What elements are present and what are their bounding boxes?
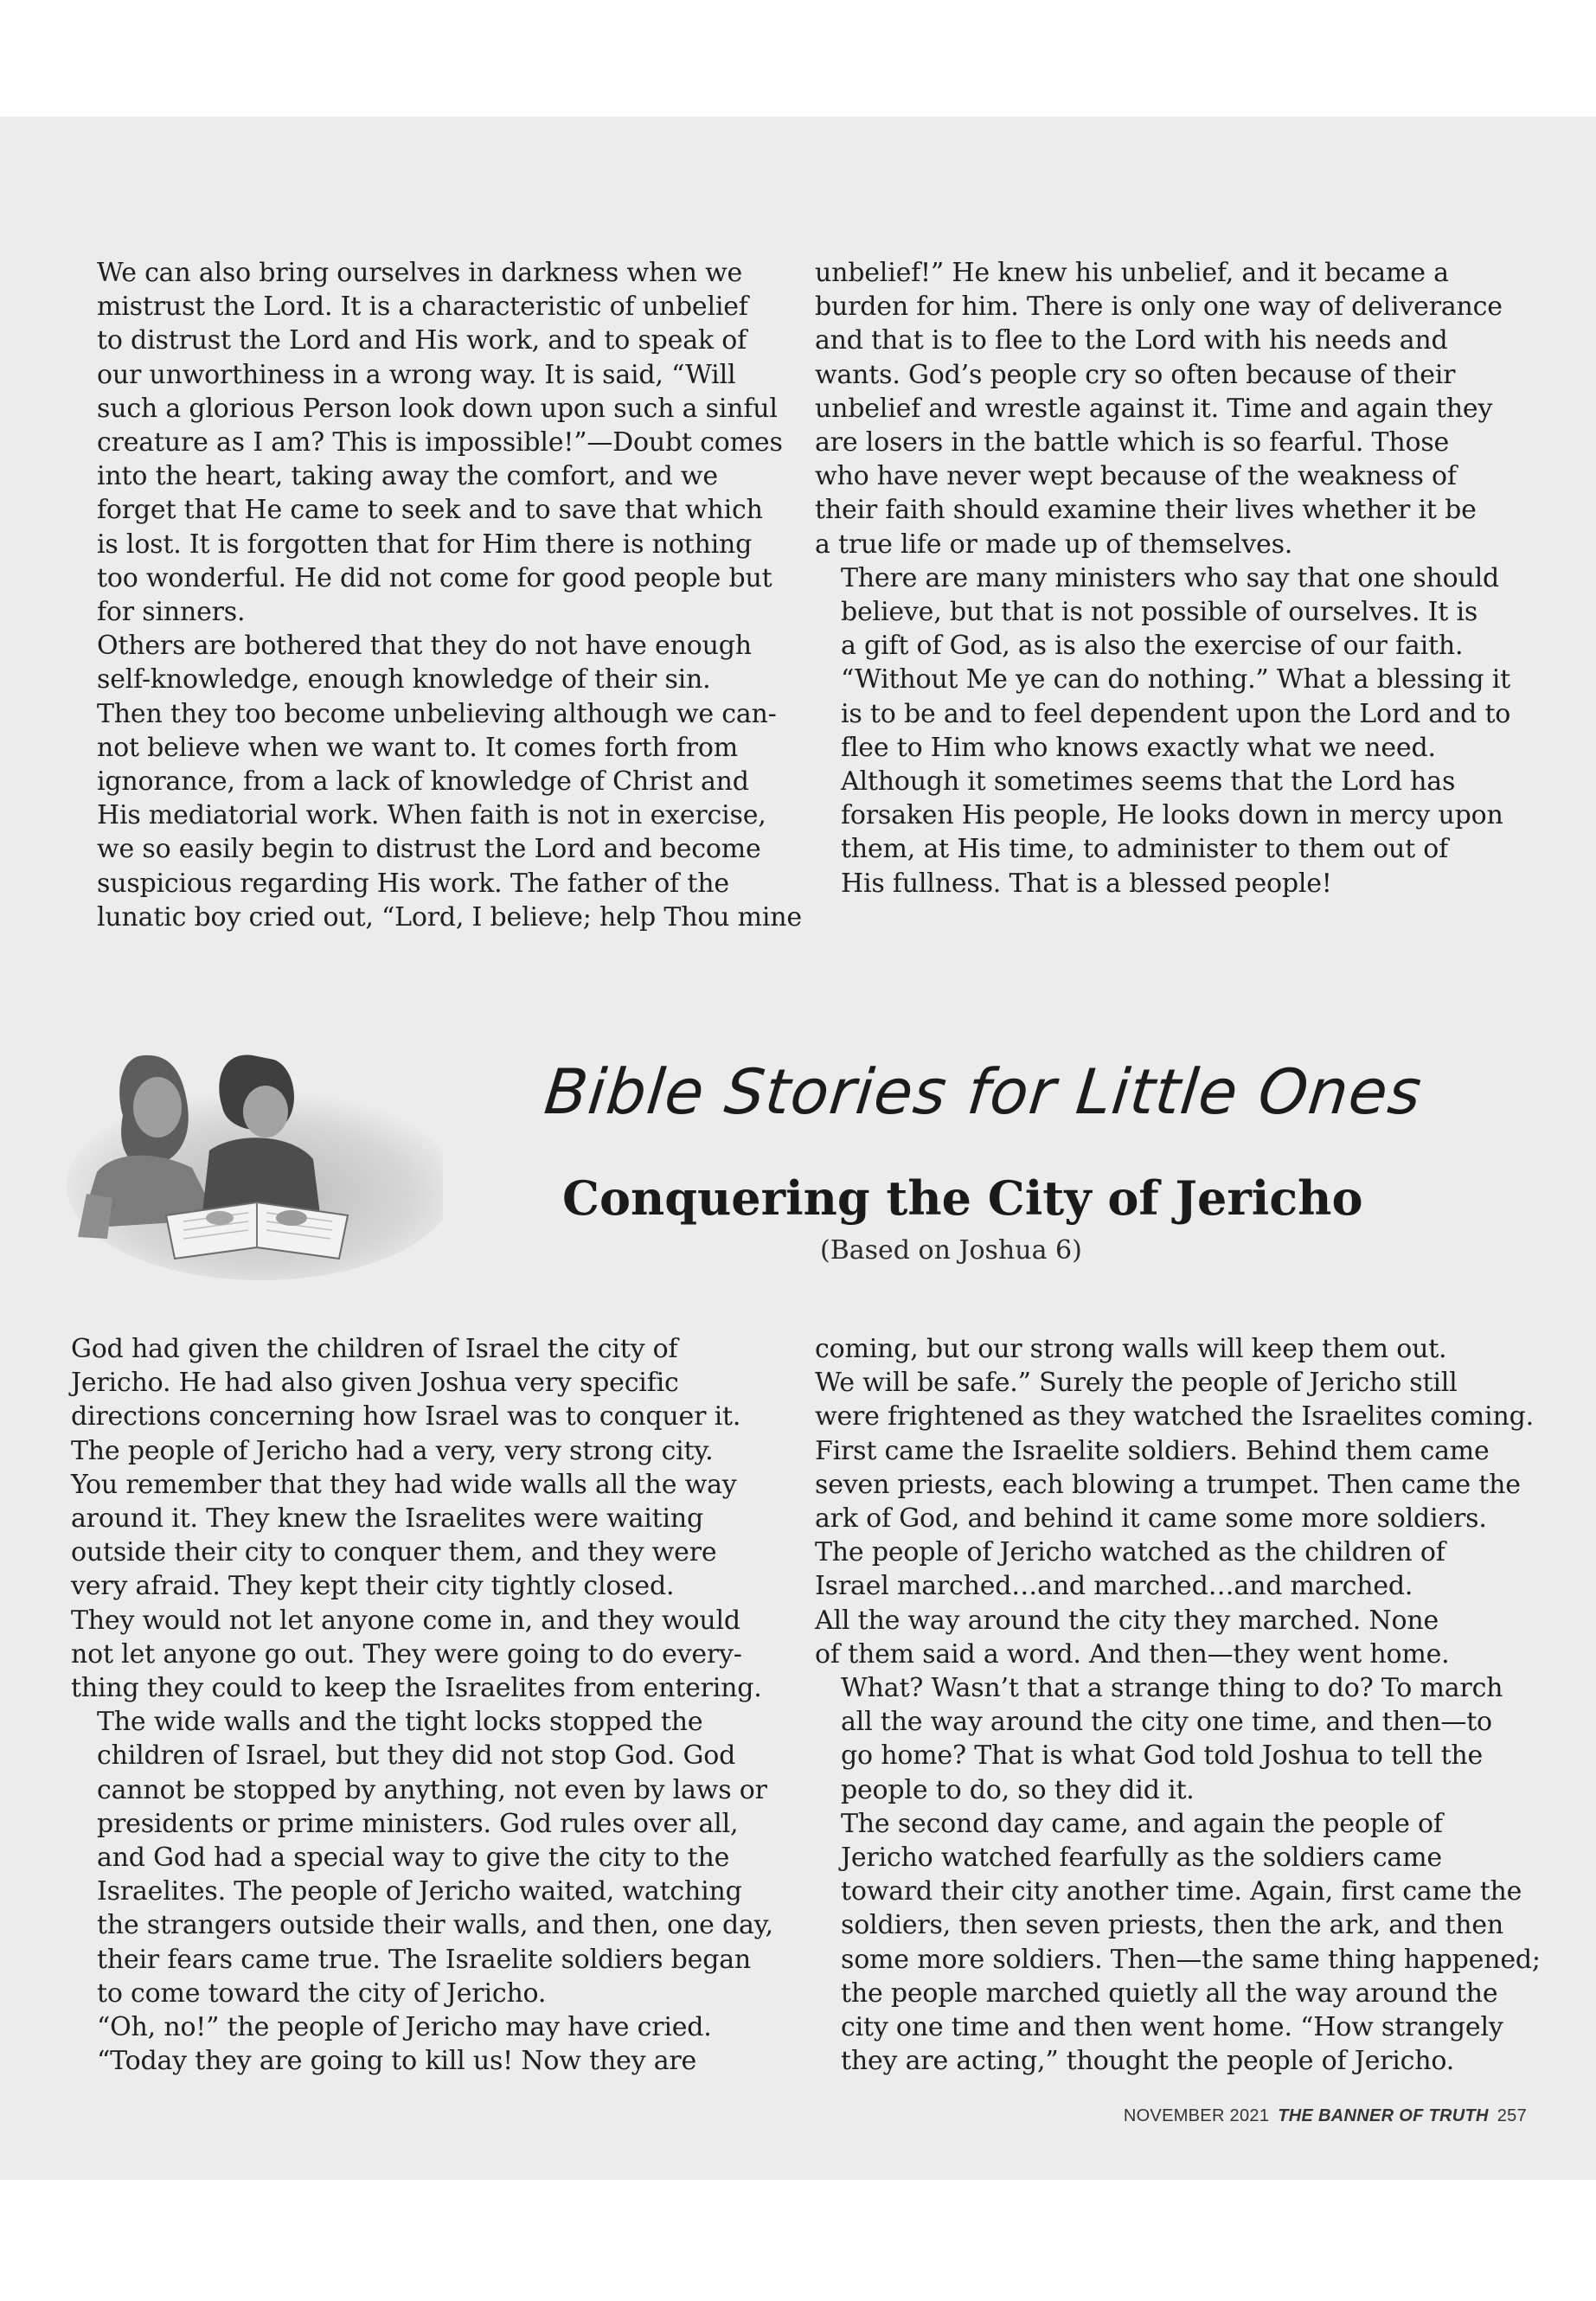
paragraph [71, 1705, 789, 2010]
text-line: go home? That is what God told Joshua to tell the [841, 1740, 1484, 1772]
paragraph [71, 256, 789, 629]
text-line: First came the Israelite soldiers. Behind them came [815, 1435, 1490, 1466]
text-line: ark of God, and behind it came some more soldiers. [815, 1503, 1487, 1535]
text-line: “Oh, no!” the people of Jericho may have cried. [97, 2012, 712, 2043]
text-line: We can also bring ourselves in darkness when we [97, 258, 743, 288]
footer-date: NOVEMBER 2021 [1123, 2106, 1270, 2125]
text-line: There are many ministers who say that one should [841, 562, 1499, 593]
text-line: all the way around the city one time, and then—to [841, 1707, 1492, 1738]
text-line: We will be safe.” Surely the people of Jericho still [815, 1368, 1458, 1399]
footer-page-number: 257 [1497, 2106, 1527, 2125]
text-line: and that is to flee to the Lord with his needs and [815, 325, 1448, 356]
text-line: they are acting,” thought the people of Jericho. [841, 2046, 1455, 2077]
text-line: believe, but that is not possible of ourselves. It is [841, 597, 1478, 628]
article-column-right [815, 256, 1533, 901]
paragraph [815, 1807, 1541, 2079]
text-line: They would not let anyone come in, and they would [71, 1605, 740, 1636]
text-line: burden for him. There is only one way of deliverance [815, 292, 1503, 323]
story-subtitle: (Based on Joshua 6) [820, 1235, 1082, 1266]
text-line: mistrust the Lord. It is a characteristic of unbelief [97, 292, 748, 323]
text-line: His fullness. That is a blessed people! [841, 868, 1332, 899]
text-line: some more soldiers. Then—the same thing happened; [841, 1944, 1541, 1975]
text-line: to distrust the Lord and His work, and to speak of [97, 325, 747, 356]
paragraph [815, 561, 1533, 901]
text-line: not believe when we want to. It comes forth from [97, 732, 739, 763]
text-line: were frightened as they watched the Israelites coming. [815, 1401, 1534, 1433]
story-column-right [815, 1332, 1541, 2078]
paragraph [71, 2010, 789, 2078]
text-line: children of Israel, but they did not stop God. God [97, 1740, 736, 1772]
text-line: lunatic boy cried out, “Lord, I believe; help Thou mine [97, 901, 802, 933]
text-line: The people of Jericho watched as the children of [815, 1537, 1445, 1568]
text-line: wants. God’s people cry so often because of their [815, 359, 1456, 390]
text-line: creature as I am? This is impossible!”—Doubt comes [97, 427, 783, 458]
paragraph [815, 1332, 1533, 1671]
text-line: are losers in the battle which is so fearful. Those [815, 427, 1450, 458]
text-line: “Without Me ye can do nothing.” What a blessing it [841, 664, 1511, 695]
text-line: the strangers outside their walls, and then, one day, [97, 1910, 773, 1941]
text-line: presidents or prime ministers. God rules over all, [97, 1808, 739, 1839]
text-line: Jericho. He had also given Joshua very specific [71, 1368, 679, 1399]
story-title: Conquering the City of Jericho [562, 1170, 1363, 1226]
text-line: directions concerning how Israel was to conquer it. [71, 1401, 741, 1433]
paragraph [71, 1332, 789, 1705]
text-line: and God had a special way to give the city to the [97, 1843, 730, 1874]
text-line: The people of Jericho had a very, very strong city. [71, 1435, 714, 1466]
text-line: cannot be stopped by anything, not even by laws or [97, 1774, 767, 1805]
text-line: All the way around the city they marched. None [815, 1605, 1439, 1636]
text-line: The second day came, and again the people of [841, 1808, 1443, 1839]
text-line: such a glorious Person look down upon such a sinful [97, 393, 778, 424]
text-line: we so easily begin to distrust the Lord and become [97, 834, 761, 865]
text-line: them, at His time, to administer to them out of [841, 834, 1449, 865]
text-line: unbelief!” He knew his unbelief, and it became a [815, 258, 1449, 288]
text-line: Israelites. The people of Jericho waited, watching [97, 1876, 742, 1907]
text-line: coming, but our strong walls will keep them out. [815, 1334, 1447, 1364]
footer-magazine: THE BANNER OF TRUTH [1278, 2106, 1489, 2125]
text-line: a gift of God, as is also the exercise of our faith. [841, 631, 1464, 662]
text-line: outside their city to conquer them, and they were [71, 1537, 717, 1568]
text-line: Although it sometimes seems that the Lord has [841, 766, 1456, 798]
text-line: city one time and then went home. “How strangely [841, 2012, 1503, 2043]
paragraph [71, 629, 802, 934]
text-line: ignorance, from a lack of knowledge of Christ and [97, 766, 749, 798]
children-reading-illustration [62, 1021, 443, 1280]
text-line: Israel marched…and marched…and marched. [815, 1571, 1413, 1602]
text-line: toward their city another time. Again, first came the [841, 1876, 1522, 1907]
text-line: self-knowledge, enough knowledge of their sin. [97, 664, 711, 695]
text-line: not let anyone go out. They were going to do every- [71, 1638, 742, 1670]
text-line: God had given the children of Israel the city of [71, 1334, 678, 1364]
text-line: too wonderful. He did not come for good people but [97, 562, 772, 593]
text-line: “Today they are going to kill us! Now they are [97, 2046, 697, 2077]
page-footer [1124, 2106, 1527, 2126]
text-line: for sinners. [97, 597, 246, 628]
text-line: What? Wasn’t that a strange thing to do? To march [841, 1673, 1503, 1704]
text-line: very afraid. They kept their city tightly closed. [71, 1571, 675, 1602]
text-line: people to do, so they did it. [841, 1774, 1195, 1805]
text-line: unbelief and wrestle against it. Time and again they [815, 393, 1493, 424]
text-line: forsaken His people, He looks down in mercy upon [841, 800, 1503, 831]
text-line: Then they too become unbelieving although we can- [97, 698, 777, 729]
story-column-left [71, 1332, 789, 2078]
text-line: of them said a word. And then—they went home. [815, 1638, 1450, 1670]
text-line: into the heart, taking away the comfort, and we [97, 461, 718, 492]
text-line: flee to Him who knows exactly what we need. [841, 732, 1436, 763]
section-heading: Bible Stories for Little Ones [541, 1055, 1426, 1128]
text-line: to come toward the city of Jericho. [97, 1977, 547, 2009]
text-line: is to be and to feel dependent upon the Lord and to [841, 698, 1511, 729]
text-line: You remember that they had wide walls all the way [71, 1469, 737, 1500]
text-line: seven priests, each blowing a trumpet. Then came the [815, 1469, 1521, 1500]
text-line: forget that He came to seek and to save that which [97, 495, 763, 526]
text-line: thing they could to keep the Israelites from entering. [71, 1673, 762, 1704]
text-line: His mediatorial work. When faith is not in exercise, [97, 800, 766, 831]
text-line: a true life or made up of themselves. [815, 529, 1293, 560]
text-line: The wide walls and the tight locks stopped the [97, 1707, 703, 1738]
text-line: who have never wept because of the weakness of [815, 461, 1457, 492]
text-line: our unworthiness in a wrong way. It is said, “Will [97, 359, 736, 390]
text-line: suspicious regarding His work. The father of the [97, 868, 729, 899]
text-line: around it. They knew the Israelites were waiting [71, 1503, 704, 1535]
text-line: Others are bothered that they do not have enough [97, 631, 752, 662]
text-line: their faith should examine their lives whether it be [815, 495, 1477, 526]
paragraph [815, 256, 1533, 561]
text-line: their fears came true. The Israelite soldiers began [97, 1944, 752, 1975]
text-line: soldiers, then seven priests, then the ark, and then [841, 1910, 1504, 1941]
paragraph [815, 1671, 1533, 1807]
article-column-left [71, 256, 802, 934]
text-line: is lost. It is forgotten that for Him there is nothing [97, 529, 753, 560]
text-line: the people marched quietly all the way around the [841, 1977, 1498, 2009]
text-line: Jericho watched fearfully as the soldiers came [841, 1843, 1442, 1874]
